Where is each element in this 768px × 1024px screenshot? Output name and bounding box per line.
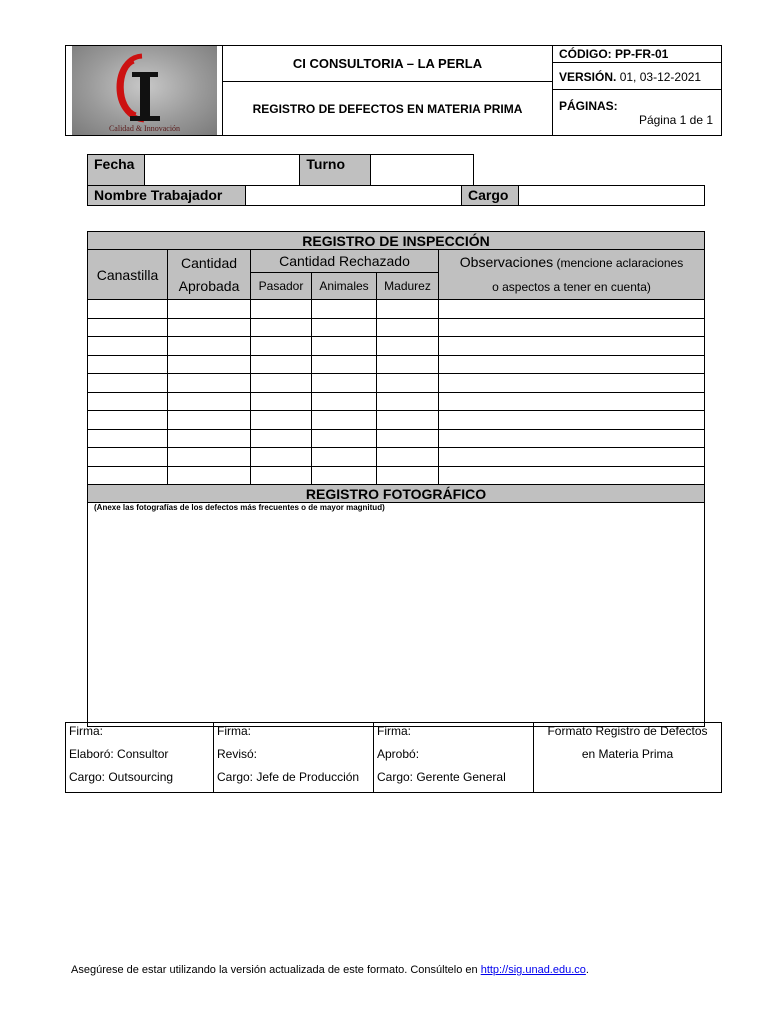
version-row [553,64,721,90]
company-logo [72,46,217,135]
madurez-header: Madurez [377,273,439,300]
cargo-3: Cargo: Gerente General [377,770,506,784]
footer-end: . [585,964,589,976]
firma-3: Firma: [377,724,411,738]
table-row [88,337,705,356]
cell[interactable] [439,374,705,393]
cell[interactable] [377,393,439,411]
cell[interactable] [439,448,705,467]
table-row [88,319,705,337]
cell[interactable] [312,467,377,485]
cell[interactable] [377,411,439,430]
pages-label: PÁGINAS: [559,99,618,113]
cantidad-label: Cantidad [180,254,238,271]
cantidad-rechazado-header: Cantidad Rechazado [251,250,439,273]
cell[interactable] [168,467,251,485]
signature-table [65,722,722,793]
cell[interactable] [312,356,377,374]
table-row [88,411,705,430]
code-value: PP-FR-01 [615,47,669,61]
photo-title: REGISTRO FOTOGRÁFICO [88,485,705,503]
cell[interactable] [312,430,377,448]
table-row [88,300,705,319]
cell[interactable] [168,356,251,374]
canastilla-header: Canastilla [88,250,168,300]
cell[interactable] [312,448,377,467]
observaciones-header [439,250,705,300]
company-name: CI CONSULTORIA – LA PERLA [223,46,552,82]
cell[interactable] [88,467,168,485]
cell[interactable] [88,374,168,393]
version-label: VERSIÓN. [559,70,617,84]
cantidad-aprobada-header [168,250,251,300]
elaboro-cell [66,723,214,793]
table-row [88,467,705,485]
nombre-trabajador-field[interactable] [246,186,462,206]
company-cell [222,45,553,136]
document-title: REGISTRO DE DEFECTOS EN MATERIA PRIMA [252,102,523,116]
cargo-2: Cargo: Jefe de Producción [217,770,360,784]
logo-caption: Calidad & Innovación [108,124,181,133]
cell[interactable] [377,356,439,374]
cell[interactable] [439,467,705,485]
cell[interactable] [251,319,312,337]
cell[interactable] [439,393,705,411]
cell[interactable] [439,319,705,337]
pages-value: Página 1 de 1 [638,113,713,127]
cell[interactable] [439,430,705,448]
cell[interactable] [312,411,377,430]
cell[interactable] [88,319,168,337]
firma-1: Firma: [69,724,103,738]
cell[interactable] [312,374,377,393]
cell[interactable] [377,467,439,485]
observaciones-note-1: (mencione aclaraciones [556,256,684,270]
ci-logo-icon [72,46,217,135]
elaboro: Elaboró: Consultor [69,747,169,761]
inspection-title: REGISTRO DE INSPECCIÓN [88,232,705,250]
turno-field[interactable] [371,155,474,186]
cell[interactable] [168,448,251,467]
cell[interactable] [251,448,312,467]
format-name-2: en Materia Prima [581,747,674,761]
trabajador-table [87,185,705,206]
code-label: CÓDIGO: [559,47,612,61]
format-name-cell [534,723,722,793]
cell[interactable] [439,300,705,319]
cell[interactable] [168,430,251,448]
cargo-field[interactable] [519,186,705,206]
cell[interactable] [88,411,168,430]
version-value: 01, 03-12-2021 [619,70,702,84]
footer-link[interactable]: http://sig.unad.edu.co [480,964,586,976]
cell[interactable] [88,430,168,448]
cell[interactable] [168,393,251,411]
reviso-cell [214,723,374,793]
table-row [88,430,705,448]
cell[interactable] [439,337,705,356]
cell[interactable] [251,337,312,356]
turno-label: Turno [300,155,371,186]
photo-note: (Anexe las fotografías de los defectos más frecuentes o de mayor magnitud) [94,503,385,512]
cell[interactable] [312,319,377,337]
photo-area[interactable] [88,503,705,727]
cell[interactable] [439,411,705,430]
cell[interactable] [251,393,312,411]
table-row [88,448,705,467]
cargo-1: Cargo: Outsourcing [69,770,174,784]
cell[interactable] [168,319,251,337]
cell[interactable] [439,356,705,374]
table-row [88,356,705,374]
fecha-label: Fecha [88,155,145,186]
nombre-trabajador-label: Nombre Trabajador [88,186,246,206]
cell[interactable] [88,300,168,319]
cell[interactable] [377,448,439,467]
aprobo-cell [374,723,534,793]
footer-note [71,964,589,976]
fecha-field[interactable] [144,155,299,186]
cell[interactable] [251,374,312,393]
cell[interactable] [251,430,312,448]
cell[interactable] [168,411,251,430]
footer-text: Asegúrese de estar utilizando la versión actualizada de este formato. Consúltelo en [71,964,478,976]
cell[interactable] [168,300,251,319]
fecha-turno-table [87,154,474,186]
pages-row [553,91,721,136]
cell[interactable] [377,374,439,393]
cell[interactable] [312,393,377,411]
cell[interactable] [251,411,312,430]
cell[interactable] [312,300,377,319]
cell[interactable] [377,337,439,356]
aprobada-label: Aprobada [178,277,240,294]
aprobo: Aprobó: [377,747,420,761]
observaciones-note-2: o aspectos a tener en cuenta) [492,280,651,294]
cell[interactable] [88,393,168,411]
cell[interactable] [251,467,312,485]
table-row [88,374,705,393]
cell[interactable] [168,374,251,393]
reviso: Revisó: [217,747,258,761]
table-row [88,393,705,411]
cell[interactable] [88,337,168,356]
cell[interactable] [377,319,439,337]
cell[interactable] [168,337,251,356]
document-meta [552,45,722,136]
cell[interactable] [377,300,439,319]
format-name-1: Formato Registro de Defectos [547,724,708,738]
pasador-header: Pasador [251,273,312,300]
cell[interactable] [88,448,168,467]
logo-cell [65,45,222,136]
firma-2: Firma: [217,724,251,738]
cell[interactable] [88,356,168,374]
cell[interactable] [312,337,377,356]
cell[interactable] [251,300,312,319]
code-row [553,46,721,63]
observaciones-label: Observaciones [459,254,554,270]
cell[interactable] [377,430,439,448]
animales-header: Animales [312,273,377,300]
cargo-label: Cargo [462,186,519,206]
inspection-table [87,231,705,727]
cell[interactable] [251,356,312,374]
